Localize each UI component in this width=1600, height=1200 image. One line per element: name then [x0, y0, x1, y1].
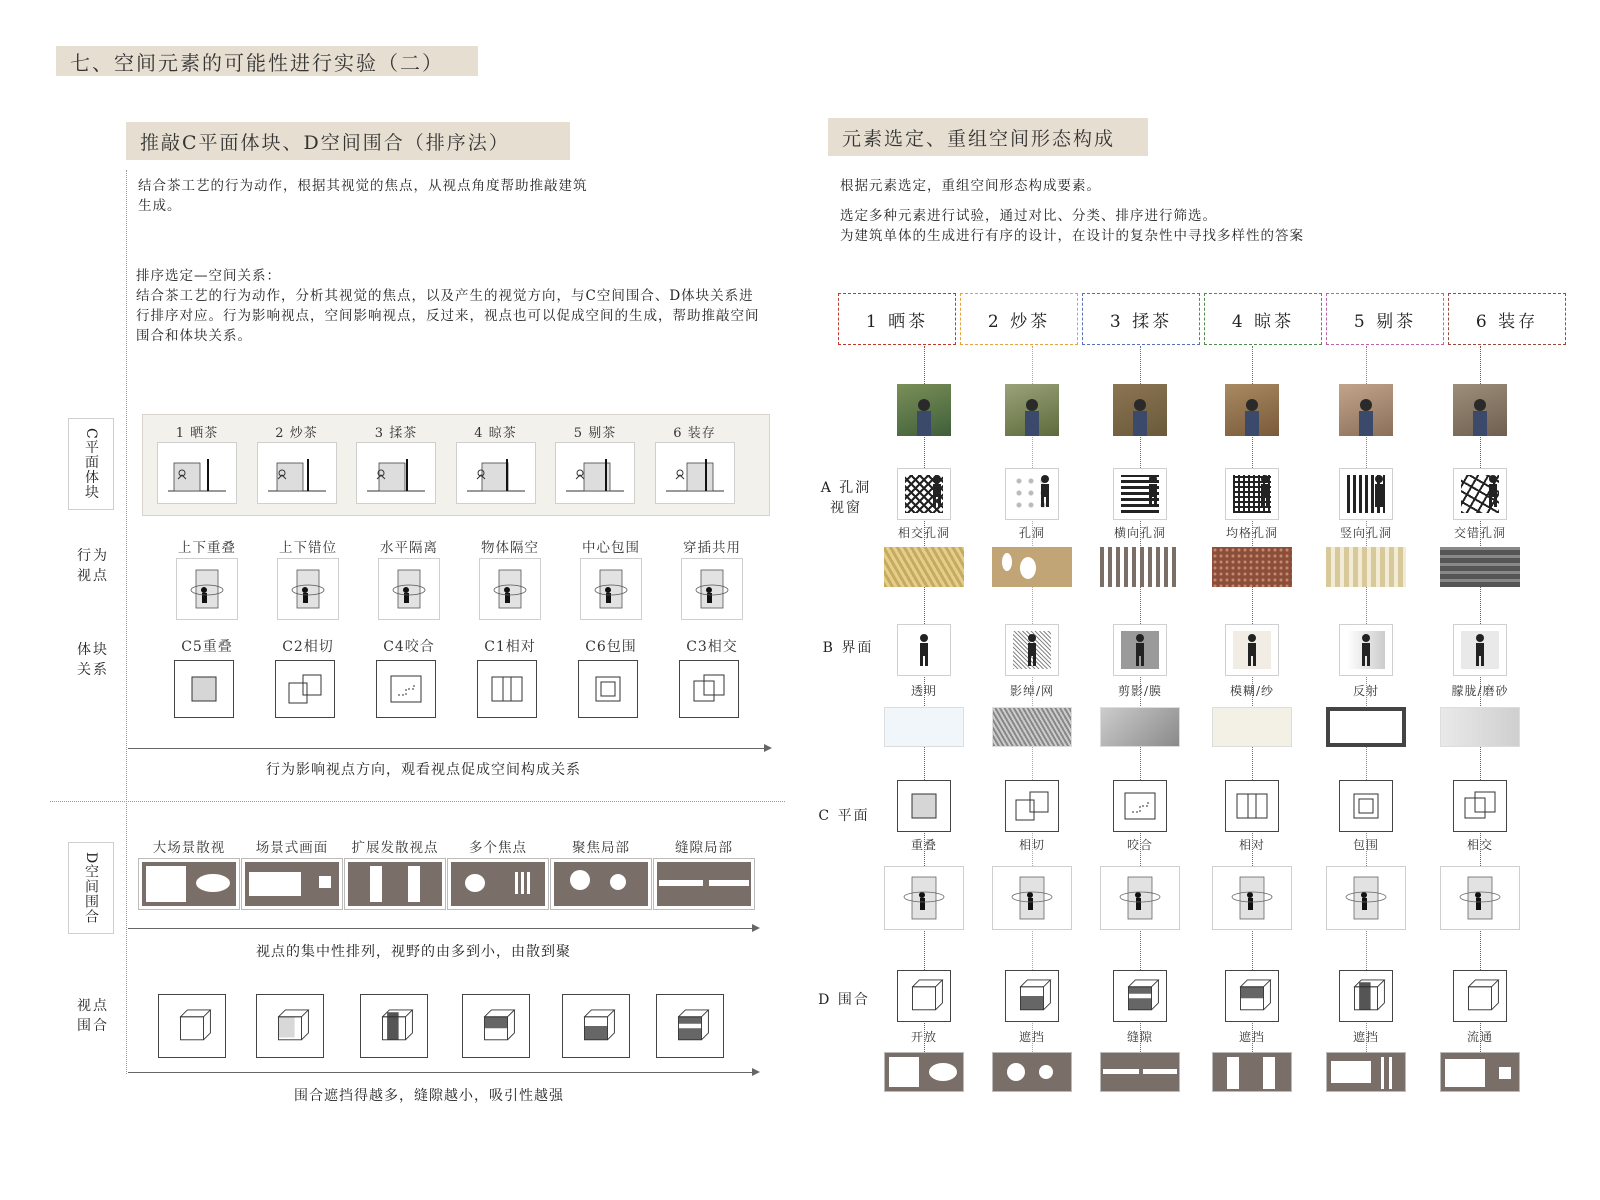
enclosure-cube-6: [1453, 970, 1507, 1022]
process-photo-5: [1339, 384, 1393, 436]
left-intro: 结合茶工艺的行为动作，根据其视觉的焦点，从视点角度帮助推敲建筑生成。: [138, 178, 588, 214]
main-title-text: 七、空间元素的可能性进行实验（二）: [70, 50, 444, 75]
main-title: [56, 46, 478, 76]
viewpoint-cube-5: [562, 994, 630, 1058]
hole-pattern-5: [1339, 468, 1393, 520]
arrow-3-caption: 围合遮挡得越多，缝隙越小，吸引性越强: [294, 1088, 564, 1104]
behavior-sketch-4: [1212, 866, 1292, 930]
row-b-label: B 界面: [822, 640, 874, 656]
interface-label-6: 朦胧/磨砂: [1451, 684, 1509, 698]
column-connector-5: [1366, 346, 1367, 1066]
d-space-item-view-1: [138, 858, 240, 910]
behavior-item-label-4: 物体隔空: [481, 540, 539, 556]
d-space-item-view-fill-5: [554, 862, 648, 906]
behavior-item-icon-5: [580, 558, 642, 620]
arrow-3: [128, 1072, 758, 1073]
enclosure-label-2: 遮挡: [1018, 1030, 1045, 1044]
interface-label-3: 剪影/膜: [1117, 684, 1163, 698]
column-connector-1: [924, 346, 925, 1066]
process-photo-1: [897, 384, 951, 436]
process-step-label-4: 4 晾茶: [474, 426, 517, 441]
hole-pattern-2: [1005, 468, 1059, 520]
d-space-item-view-fill-1: [142, 862, 236, 906]
behavior-item-label-6: 穿插共用: [683, 540, 741, 556]
process-step-label-2: 2 炒茶: [275, 426, 318, 441]
row-a-label: [818, 478, 874, 518]
interface-sample-3: [1113, 624, 1167, 676]
material-swatch-b-1: [884, 707, 964, 747]
column-connector-6: [1480, 346, 1481, 1066]
process-photo-6: [1453, 384, 1507, 436]
process-photo-2: [1005, 384, 1059, 436]
enclosure-view-3: [1100, 1052, 1180, 1092]
row-a-label-line2: 视窗: [830, 500, 862, 516]
row-d-label: D 围合: [818, 992, 870, 1008]
d-space-item-label-1: 大场景散视: [152, 840, 226, 856]
interface-sample-1: [897, 624, 951, 676]
behavior-item-icon-1: [176, 558, 238, 620]
interface-sample-2: [1005, 624, 1059, 676]
material-swatch-a-4: [1212, 547, 1292, 587]
interface-label-1: 透明: [910, 684, 937, 698]
d-space-item-view-5: [550, 858, 652, 910]
left-divider-vertical: [126, 170, 127, 1074]
hole-pattern-6: [1453, 468, 1507, 520]
enclosure-view-1: [884, 1052, 964, 1092]
viewpoint-label-line2: 围合: [77, 1018, 109, 1034]
material-swatch-a-1: [884, 547, 964, 587]
process-photo-3: [1113, 384, 1167, 436]
column-header-2: [960, 293, 1078, 345]
process-photo-4: [1225, 384, 1279, 436]
left-divider-horizontal: [50, 801, 785, 802]
interface-label-4: 模糊/纱: [1229, 684, 1275, 698]
volume-label-line1: 体块: [77, 642, 109, 658]
behavior-item-label-2: 上下错位: [279, 540, 337, 556]
row-a-label-line1: A 孔洞: [820, 480, 872, 496]
d-space-item-view-fill-2: [245, 862, 339, 906]
d-space-label: [68, 842, 114, 934]
material-swatch-b-4: [1212, 707, 1292, 747]
process-step-sketch-5: [555, 442, 635, 504]
behavior-sketch-6: [1440, 866, 1520, 930]
column-header-1: [838, 293, 956, 345]
plane-diagram-3: [1113, 780, 1167, 832]
plane-diagram-4: [1225, 780, 1279, 832]
process-step-label-3: 3 揉茶: [374, 426, 418, 441]
viewpoint-cube-2: [256, 994, 324, 1058]
volume-item-diagram-5: [578, 660, 638, 718]
d-space-item-view-fill-4: [451, 862, 545, 906]
enclosure-label-1: 开放: [910, 1030, 937, 1044]
column-header-text-1: 1 晒茶: [865, 311, 929, 332]
column-connector-4: [1252, 346, 1253, 1066]
column-connector-2: [1032, 346, 1033, 1066]
behavior-sketch-3: [1100, 866, 1180, 930]
plane-label-2: 相切: [1018, 838, 1045, 852]
enclosure-view-5: [1326, 1052, 1406, 1092]
column-header-3: [1082, 293, 1200, 345]
column-connector-3: [1140, 346, 1141, 1066]
right-line3: 为建筑单体的生成进行有序的设计，在设计的复杂性中寻找多样性的答案: [840, 228, 1304, 244]
process-step-label-6: 6 装存: [673, 426, 716, 441]
process-step-sketch-3: [356, 442, 436, 504]
interface-label-2: 影绰/网: [1009, 684, 1055, 698]
column-header-text-2: 2 炒茶: [987, 311, 1051, 332]
hole-pattern-3: [1113, 468, 1167, 520]
plane-label-5: 包围: [1352, 838, 1379, 852]
material-swatch-b-2: [992, 707, 1072, 747]
hole-label-5: 竖向孔洞: [1339, 526, 1392, 540]
plane-diagram-1: [897, 780, 951, 832]
process-step-sketch-1: [157, 442, 237, 504]
plane-label-4: 相对: [1238, 838, 1265, 852]
column-header-5: [1326, 293, 1444, 345]
c-plane-label-text: C平面体块: [83, 428, 99, 500]
row-c-label: C 平面: [818, 808, 870, 824]
left-section-title: [126, 122, 570, 160]
enclosure-label-3: 缝隙: [1126, 1030, 1153, 1044]
volume-item-label-4: C1相对: [484, 639, 536, 655]
arrow-1-caption: 行为影响视点方向，观看视点促成空间构成关系: [266, 762, 581, 778]
behavior-sketch-5: [1326, 866, 1406, 930]
right-section-title: [828, 118, 1148, 156]
left-section-title-text: 推敲C平面体块、D空间围合（排序法）: [140, 131, 510, 154]
material-swatch-a-3: [1100, 547, 1180, 587]
plane-diagram-6: [1453, 780, 1507, 832]
enclosure-cube-4: [1225, 970, 1279, 1022]
right-section-title-text: 元素选定、重组空间形态构成: [842, 127, 1116, 150]
material-swatch-a-2: [992, 547, 1072, 587]
column-header-text-4: 4 晾茶: [1231, 311, 1295, 332]
hole-label-1: 相交孔洞: [897, 526, 950, 540]
volume-item-diagram-4: [477, 660, 537, 718]
hole-pattern-1: [897, 468, 951, 520]
process-step-sketch-4: [456, 442, 536, 504]
viewpoint-label: [73, 996, 113, 1036]
volume-label: [73, 640, 113, 680]
sort-body: 结合茶工艺的行为动作，分析其视觉的焦点，以及产生的视觉方向，与C空间围合、D体块关系进行排序对应。行为影响视点，空间影响视点，反过来，视点也可以促成空间的生成，帮助推敲空间围合和体块关系。: [136, 288, 760, 344]
d-space-item-label-3: 扩展发散视点: [351, 840, 439, 856]
column-header-4: [1204, 293, 1322, 345]
arrow-2-caption: 视点的集中性排列，视野的由多到小，由散到聚: [256, 944, 571, 960]
volume-item-diagram-2: [275, 660, 335, 718]
behavior-sketch-1: [884, 866, 964, 930]
plane-diagram-2: [1005, 780, 1059, 832]
d-space-item-label-6: 缝隙局部: [675, 840, 733, 856]
viewpoint-cube-4: [462, 994, 530, 1058]
c-plane-label: [68, 418, 114, 510]
volume-item-diagram-6: [679, 660, 739, 718]
d-space-item-view-fill-6: [657, 862, 751, 906]
material-swatch-a-5: [1326, 547, 1406, 587]
d-space-item-view-6: [653, 858, 755, 910]
column-header-text-5: 5 剔茶: [1353, 311, 1417, 332]
plane-label-3: 咬合: [1126, 838, 1153, 852]
behavior-item-label-5: 中心包围: [582, 540, 640, 556]
behavior-item-icon-2: [277, 558, 339, 620]
d-space-item-label-5: 聚焦局部: [572, 840, 630, 856]
behavior-item-label-3: 水平隔离: [380, 540, 438, 556]
right-line1: 根据元素选定，重组空间形态构成要素。: [840, 178, 1101, 194]
enclosure-cube-3: [1113, 970, 1167, 1022]
behavior-item-label-1: 上下重叠: [178, 540, 236, 556]
sort-heading: 排序选定—空间关系：: [136, 268, 281, 284]
arrow-1: [128, 748, 770, 749]
d-space-item-view-fill-3: [348, 862, 442, 906]
material-swatch-a-6: [1440, 547, 1520, 587]
viewpoint-label-line1: 视点: [77, 998, 109, 1014]
arrow-2: [128, 928, 758, 929]
enclosure-cube-5: [1339, 970, 1393, 1022]
column-header-6: [1448, 293, 1566, 345]
interface-sample-6: [1453, 624, 1507, 676]
process-step-label-5: 5 剔茶: [573, 426, 617, 441]
hole-pattern-4: [1225, 468, 1279, 520]
enclosure-cube-1: [897, 970, 951, 1022]
enclosure-view-4: [1212, 1052, 1292, 1092]
d-space-item-view-3: [344, 858, 446, 910]
interface-sample-4: [1225, 624, 1279, 676]
hole-label-2: 孔洞: [1018, 526, 1045, 540]
plane-label-6: 相交: [1466, 838, 1493, 852]
volume-item-label-5: C6包围: [585, 639, 637, 655]
volume-item-label-2: C2相切: [282, 639, 334, 655]
viewpoint-cube-1: [158, 994, 226, 1058]
d-space-item-view-2: [241, 858, 343, 910]
d-space-label-text: D空间围合: [83, 851, 99, 925]
volume-item-label-1: C5重叠: [181, 639, 233, 655]
enclosure-view-6: [1440, 1052, 1520, 1092]
process-step-label-1: 1 晒茶: [175, 426, 219, 441]
hole-label-3: 横向孔洞: [1113, 526, 1166, 540]
behavior-label: [73, 546, 113, 586]
process-step-sketch-6: [655, 442, 735, 504]
column-header-text-6: 6 装存: [1475, 311, 1539, 332]
right-line2: 选定多种元素进行试验，通过对比、分类、排序进行筛选。: [840, 208, 1217, 224]
behavior-item-icon-6: [681, 558, 743, 620]
enclosure-label-5: 遮挡: [1352, 1030, 1379, 1044]
d-space-item-label-4: 多个焦点: [469, 840, 527, 856]
enclosure-label-4: 遮挡: [1238, 1030, 1265, 1044]
behavior-item-icon-4: [479, 558, 541, 620]
material-swatch-b-3: [1100, 707, 1180, 747]
volume-item-diagram-3: [376, 660, 436, 718]
d-space-item-label-2: 场景式画面: [255, 840, 329, 856]
interface-sample-5: [1339, 624, 1393, 676]
behavior-label-line2: 视点: [77, 568, 109, 584]
material-swatch-b-6: [1440, 707, 1520, 747]
hole-label-4: 均格孔洞: [1225, 526, 1278, 540]
viewpoint-cube-3: [360, 994, 428, 1058]
hole-label-6: 交错孔洞: [1453, 526, 1506, 540]
volume-item-label-3: C4咬合: [383, 639, 435, 655]
behavior-label-line1: 行为: [77, 548, 109, 564]
interface-label-5: 反射: [1352, 684, 1379, 698]
enclosure-cube-2: [1005, 970, 1059, 1022]
volume-item-diagram-1: [174, 660, 234, 718]
d-space-item-view-4: [447, 858, 549, 910]
behavior-sketch-2: [992, 866, 1072, 930]
viewpoint-cube-6: [656, 994, 724, 1058]
column-header-text-3: 3 揉茶: [1109, 311, 1173, 332]
behavior-item-icon-3: [378, 558, 440, 620]
material-swatch-b-5: [1326, 707, 1406, 747]
plane-label-1: 重叠: [910, 838, 937, 852]
enclosure-view-2: [992, 1052, 1072, 1092]
plane-diagram-5: [1339, 780, 1393, 832]
enclosure-label-6: 流通: [1466, 1030, 1493, 1044]
volume-item-label-6: C3相交: [686, 639, 738, 655]
volume-label-line2: 关系: [77, 662, 109, 678]
process-step-sketch-2: [257, 442, 337, 504]
